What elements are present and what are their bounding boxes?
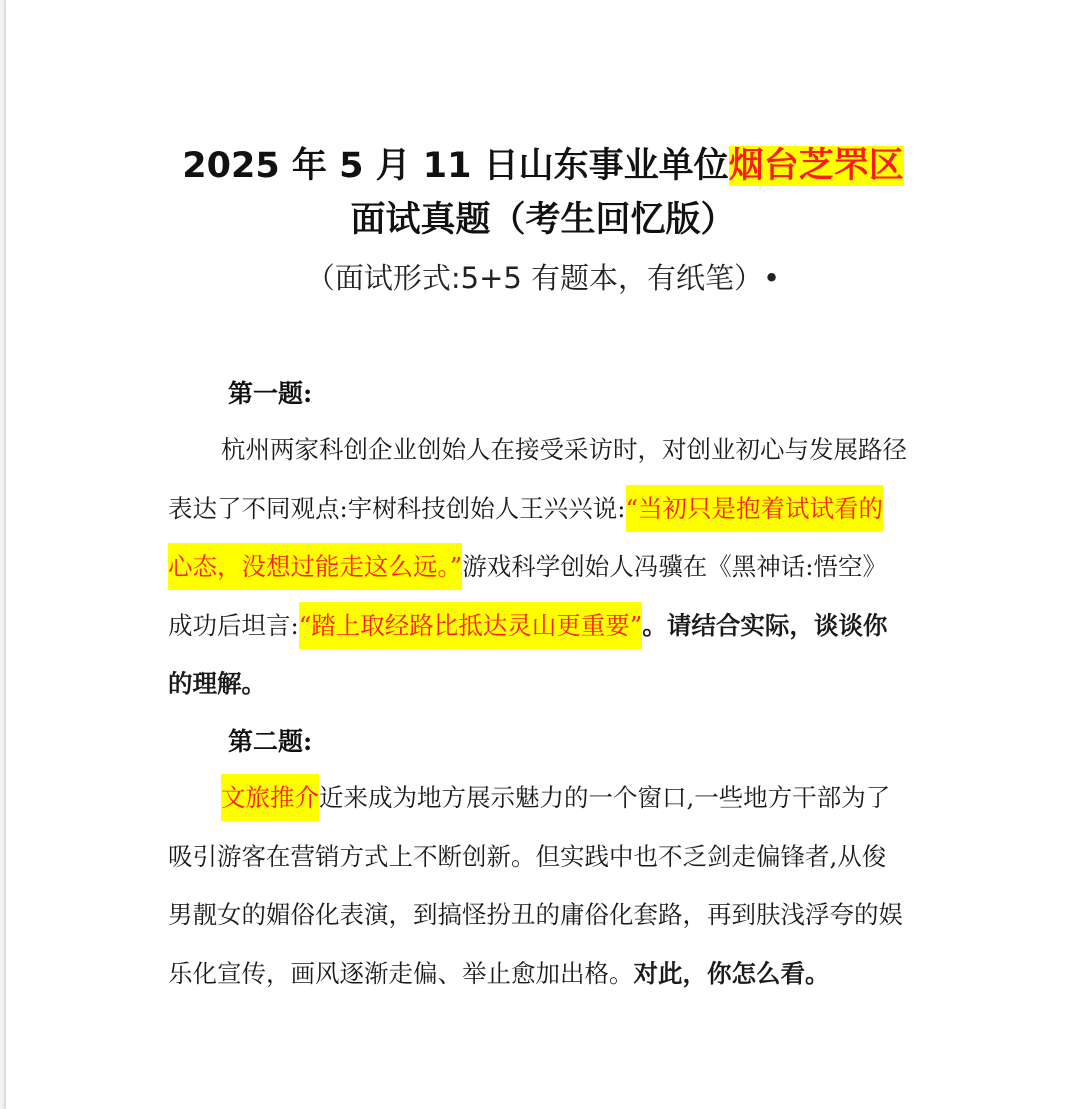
text-run: 成功后坦言: — [168, 610, 299, 640]
document-title-line-2: 面试真题（考生回忆版） — [350, 200, 736, 240]
text-run: 乐化宣传，画风逐渐走偏、举止愈加出格。 — [168, 958, 634, 988]
question-2-heading: 第二题: — [228, 727, 313, 756]
text-run: 杭州两家科创企业创始人在接受采访时，对创业初心与发展路径 — [221, 435, 907, 464]
highlighted-quote: “当初只是抱着试试看的 — [626, 485, 884, 532]
text-run: 游戏科学创始人冯骥在《黑神话:悟空》 — [462, 552, 888, 581]
highlighted-phrase: 文旅推介 — [221, 774, 319, 821]
text-run: 近来成为地方展示魅力的一个窗口,一些地方干部为了 — [319, 783, 891, 812]
question-1-body — [168, 421, 948, 714]
highlighted-quote: 心态，没想过能走这么远。” — [168, 543, 462, 590]
question-1-line — [168, 597, 948, 656]
document-page — [6, 0, 1080, 1109]
question-1-line — [168, 655, 948, 714]
title-highlight-district: 烟台芝罘区 — [728, 146, 904, 186]
question-1-line — [168, 538, 948, 597]
question-prompt: 的理解。 — [168, 669, 266, 698]
text-run: 表达了不同观点:宇树科技创始人王兴兴说: — [168, 493, 626, 523]
title-prefix: 2025 年 5 月 11 日山东事业单位 — [182, 146, 729, 186]
question-2-line — [168, 828, 948, 887]
question-2-line — [168, 945, 948, 1004]
document-subtitle: （面试形式:5+5 有题本，有纸笔）• — [305, 261, 781, 295]
question-1-line — [168, 421, 948, 480]
question-2-line — [168, 886, 948, 945]
question-1-heading: 第一题: — [228, 379, 313, 408]
question-2-body — [168, 769, 948, 1003]
question-1-line — [168, 480, 948, 539]
question-2-line — [168, 769, 948, 828]
text-run: 吸引游客在营销方式上不断创新。但实践中也不乏剑走偏锋者,从俊 — [168, 841, 887, 871]
question-prompt: 。请结合实际，谈谈你 — [642, 610, 888, 640]
question-prompt: 对此，你怎么看。 — [633, 958, 830, 988]
highlighted-quote: “踏上取经路比抵达灵山更重要” — [299, 602, 643, 649]
text-run: 男靓女的媚俗化表演，到搞怪扮丑的庸俗化套路，再到肤浅浮夸的娱 — [168, 900, 903, 929]
document-title-line-1 — [6, 142, 1080, 190]
